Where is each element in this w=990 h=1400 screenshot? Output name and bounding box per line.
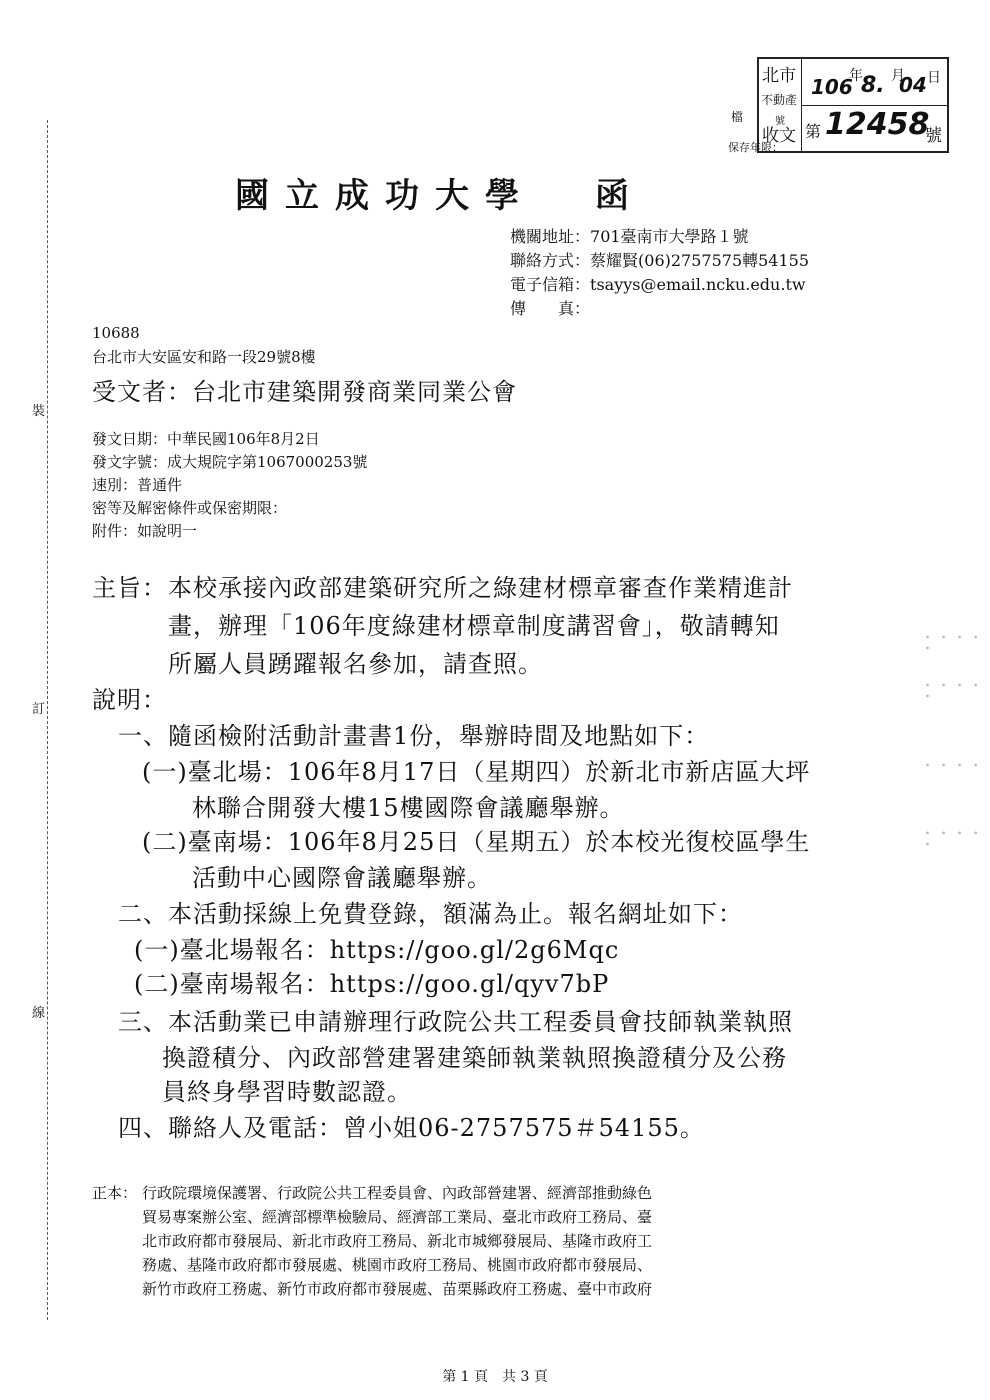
stamp-year-unit: 年 [849,68,863,84]
subject-label: 主旨： [92,574,167,602]
cc-label: 正本： [92,1184,138,1202]
binding-char-zhuang: 裝 [32,398,45,421]
recipient-address: 台北市大安區安和路一段29號8樓 [92,348,316,366]
stamp-number: 12458 [825,107,930,142]
explanation-item-3-cont-2: 員終身學習時數認證。 [162,1078,412,1106]
stamp-org-line3: 收文 [762,126,796,146]
stamp-month: 8. [861,73,885,98]
meta-security: 密等及解密條件或保密期限： [92,499,288,517]
stamp-divider [801,105,947,106]
scan-noise: ∙ ∙ ∙ ∙ ∙ [925,828,983,850]
explanation-item-1: 一、隨函檢附活動計畫書1份，舉辦時間及地點如下： [118,722,710,750]
organization-name: 國立成功大學 [235,176,535,216]
cc-line-2: 貿易專案辦公室、經濟部標準檢驗局、經濟部工業局、臺北市政府工務局、臺 [142,1208,653,1226]
page-number: 第 1 頁 共 3 頁 [442,1369,548,1385]
stamp-side-label: 檔 [731,110,744,124]
binding-char-ding: 訂 [32,696,45,719]
meta-doc-number: 發文字號：成大規院字第1067000253號 [92,453,368,471]
recipient-line: 受文者：台北市建築開發商業同業公會 [92,378,517,406]
explanation-item-3: 三、本活動業已申請辦理行政院公共工程委員會技師執業執照 [118,1008,793,1036]
binding-dashed-line [47,120,48,1320]
meta-attachment: 附件：如說明一 [92,522,198,540]
stamp-month-unit: 月 [891,68,905,84]
explanation-item-2-2: (二)臺南場報名：https://goo.gl/qyv7bP [134,970,610,998]
scan-noise: ∙ ∙ ∙ ∙ ∙ [925,680,983,702]
recipient-postcode: 10688 [92,324,140,342]
scan-noise: ∙ ∙ ∙ ∙ ∙ [925,632,983,654]
stamp-side-sub: 號 [775,116,785,127]
stamp-day: 04 [899,73,927,97]
stamp-org-line1: 北市 [762,66,796,86]
cc-line-1: 行政院環境保護署、行政院公共工程委員會、內政部營建署、經濟部推動綠色 [142,1184,653,1202]
stamp-org-column [759,59,802,151]
document-type: 函 [595,176,645,216]
stamp-retention: 保存年限： [728,141,783,154]
explanation-item-1-1: (一)臺北場：106年8月17日（星期四）於新北市新店區大坪 [142,758,811,786]
stamp-no-suffix: 號 [925,126,942,146]
stamp-day-unit: 日 [927,70,941,86]
receipt-stamp [757,57,949,153]
explanation-item-3-cont-1: 換證積分、內政部營建署建築師執業執照換證積分及公務 [162,1044,787,1072]
stamp-org-line2: 不動產 [761,93,798,107]
explanation-item-1-2-cont: 活動中心國際會議廳舉辦。 [192,864,492,892]
stamp-year: 106 [811,75,853,99]
explanation-item-1-1-cont: 林聯合開發大樓15樓國際會議廳舉辦。 [192,794,625,822]
sender-fax: 傳 真： [510,299,591,318]
sender-email: 電子信箱：tsayys@email.ncku.edu.tw [510,275,806,294]
document-title [235,168,645,217]
meta-speed: 速別：普通件 [92,476,183,494]
scan-noise: ∙ ∙ ∙ ∙ [925,760,983,771]
explanation-item-4: 四、聯絡人及電話：曾小姐06-2757575＃54155。 [118,1114,705,1142]
explanation-item-1-2: (二)臺南場：106年8月25日（星期五）於本校光復校區學生 [142,828,811,856]
cc-line-4: 務處、基隆市政府都市發展處、桃園市政府工務局、桃園市政府都市發展局、 [142,1256,653,1274]
subject-line-2: 畫，辦理「106年度綠建材標章制度講習會」，敬請轉知 [168,612,780,640]
subject-line-1: 本校承接內政部建築研究所之綠建材標章審查作業精進計 [168,574,793,602]
subject-line-3: 所屬人員踴躍報名參加，請查照。 [168,650,543,678]
explanation-item-2: 二、本活動採線上免費登錄，額滿為止。報名網址如下： [118,900,743,928]
meta-date: 發文日期：中華民國106年8月2日 [92,430,320,448]
sender-contact: 聯絡方式：蔡耀賢(06)2757575轉54155 [510,251,810,270]
binding-char-xian: 線 [32,1000,45,1023]
cc-line-5: 新竹市政府工務處、新竹市政府都市發展處、苗栗縣政府工務處、臺中市政府 [142,1280,653,1298]
sender-address: 機關地址：701臺南市大學路１號 [510,227,749,246]
cc-line-3: 北市政府都市發展局、新北市政府工務局、新北市城鄉發展局、基隆市政府工 [142,1232,653,1250]
explanation-label: 說明： [92,686,167,714]
explanation-item-2-1: (一)臺北場報名：https://goo.gl/2g6Mqc [134,936,620,964]
stamp-no-prefix: 第 [805,122,822,141]
